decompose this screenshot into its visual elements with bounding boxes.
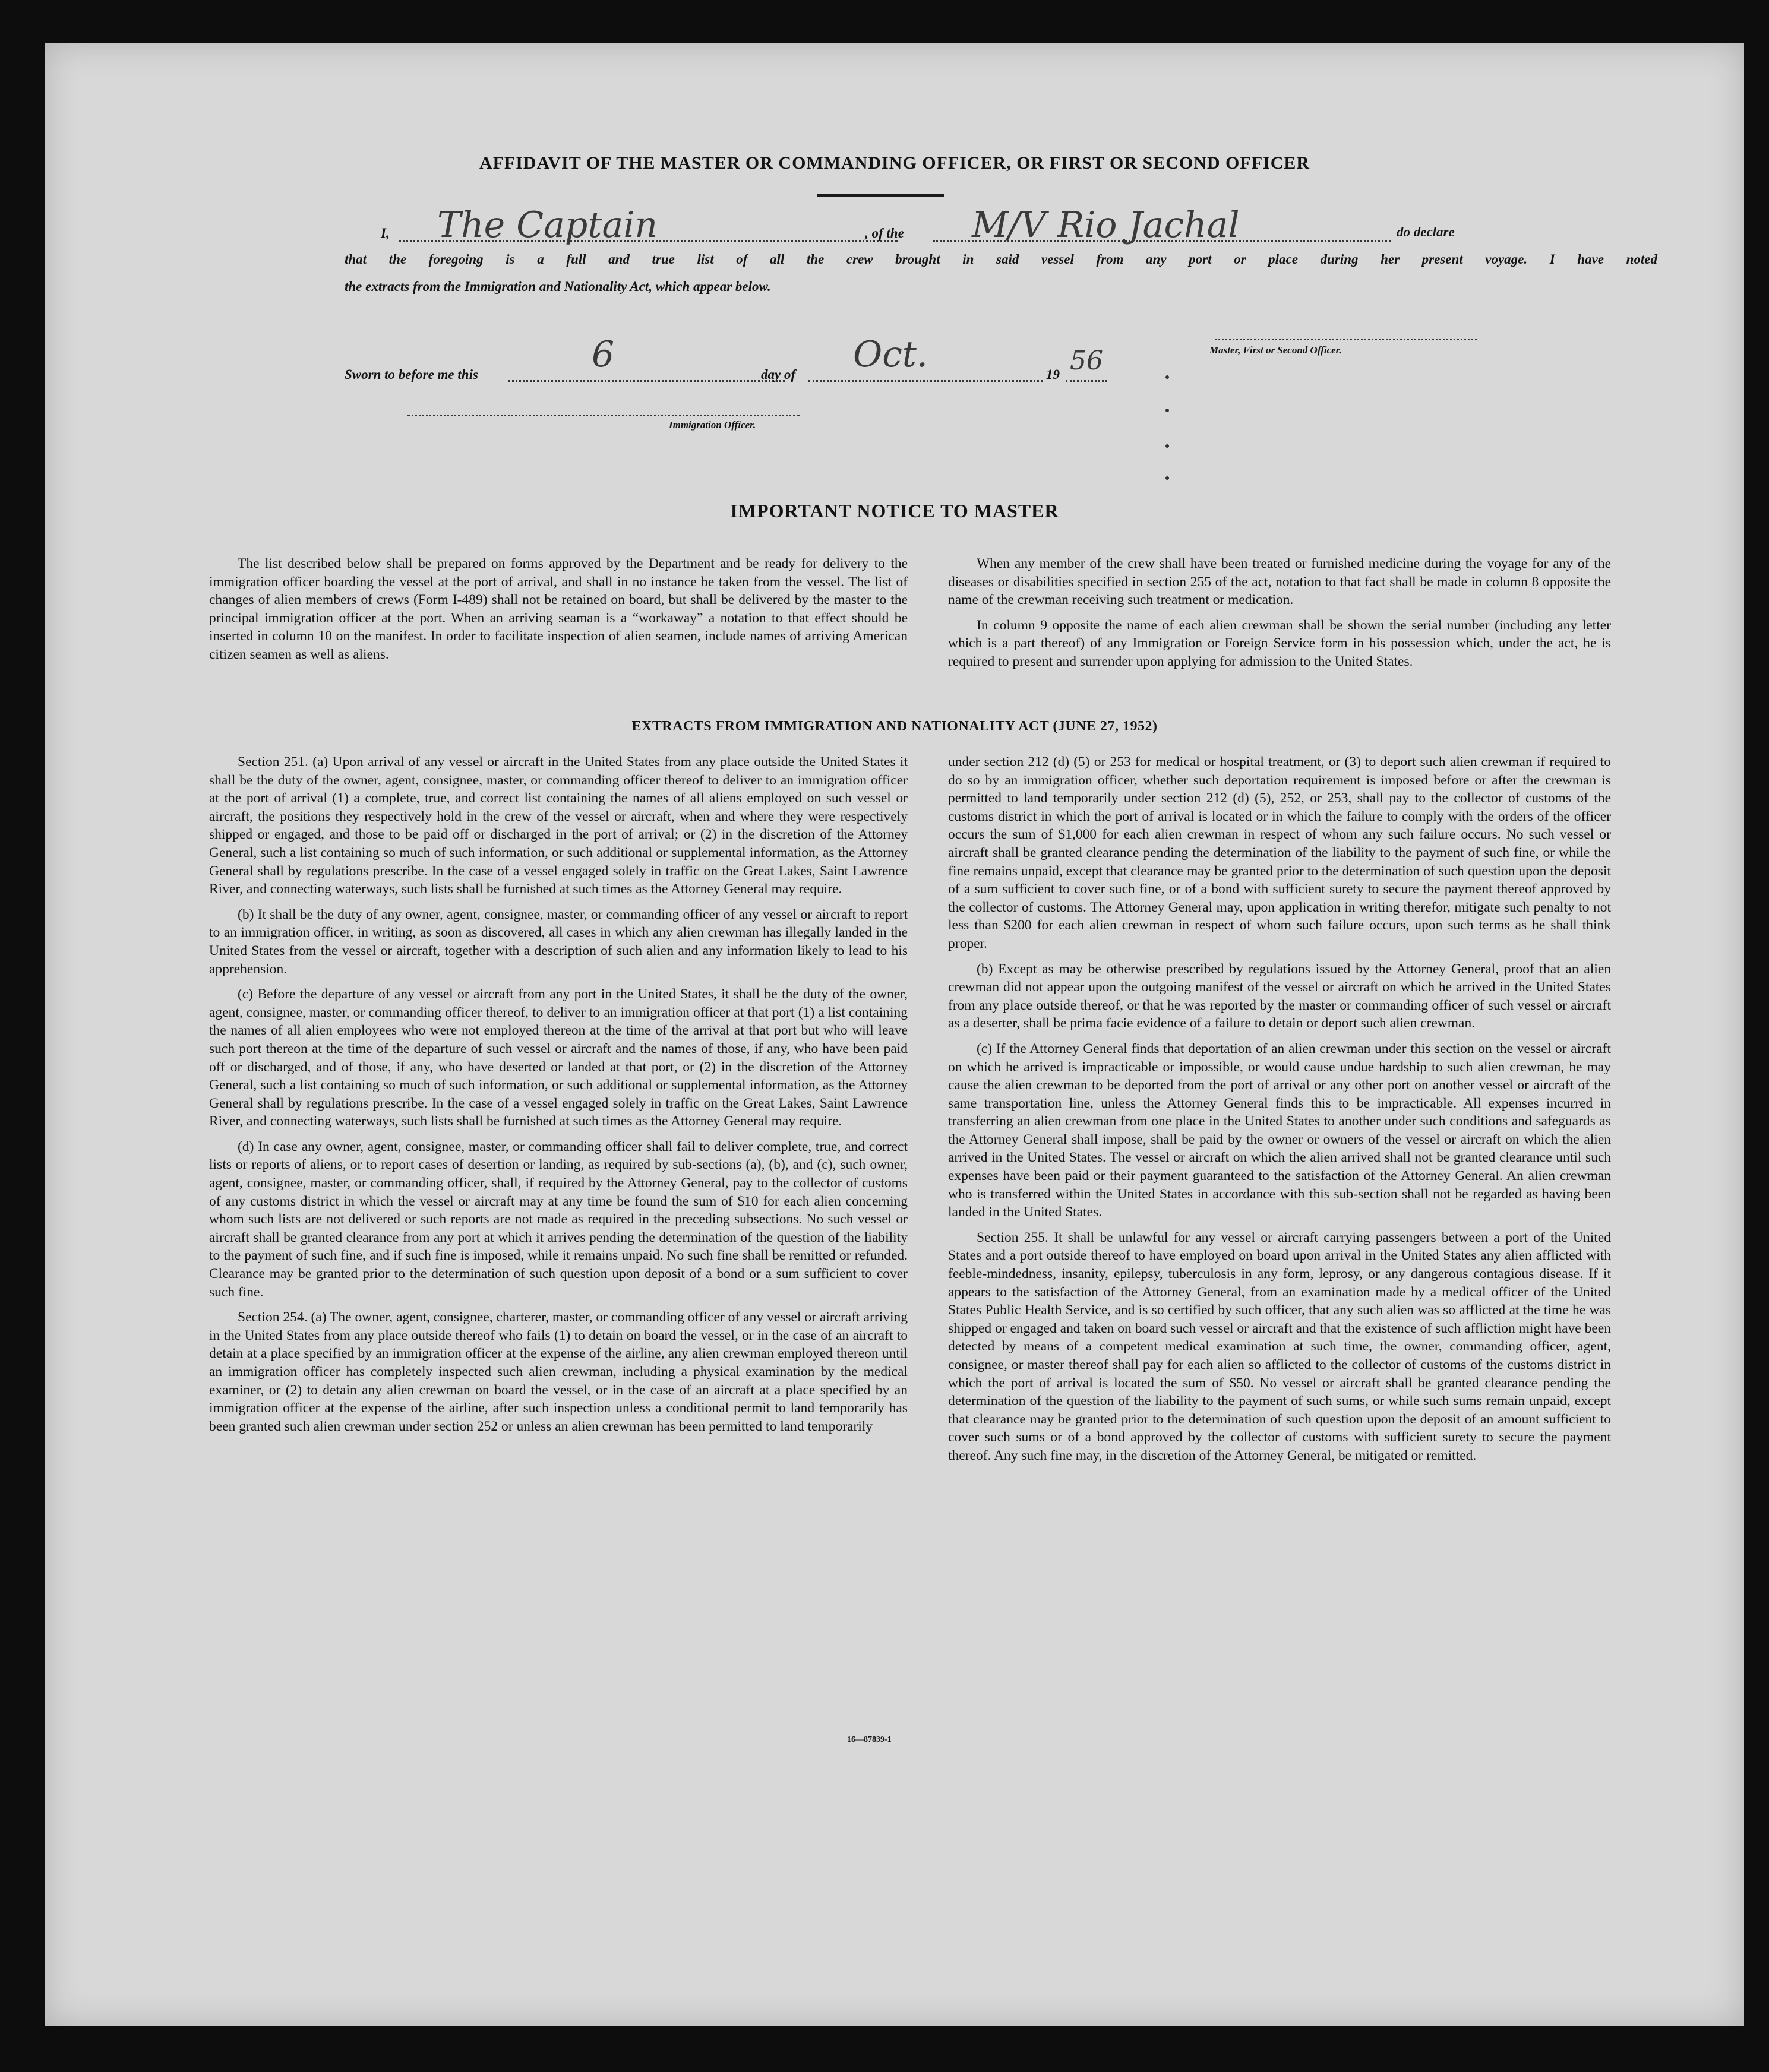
section-paragraph: under section 212 (d) (5) or 253 for medical or hospital treatment, or (3) to deport such alien crewman if required to do so by an immigration officer, whether such deportation requirement is imposed before or after the crewman is permitted to land temporarily under section 212 (d) (5), 252, or 253, shall pay to the collector of customs of the customs district in which the port of arrival is located or in which the failure to comply with the orders of the officer occurs the sum of $1,000 for each alien crewman in respect of whom any such failure occurs. No such vessel or aircraft shall be granted clearance pending the determination of the liability to the payment of such fine, or while the fine remains unpaid, except that clearance may be granted prior to the determination of such question upon the deposit of a sum sufficient to cover such fine, or of a bond with sufficient surety to secure the payment thereof approved by the collector of customs. The Attorney General may, upon application in writing therefor, mitigate such penalty to not less than $200 for each alien crewman in respect of whom such failure occurs, upon such terms as he shall think proper. [948,754,1611,951]
month-line [808,380,1043,382]
handwritten-year: 56 [1070,346,1103,376]
statement-line-2: the extracts from the Immigration and Nationality Act, which appear below. [345,279,771,294]
i-label: I, [381,226,390,241]
extracts-title: EXTRACTS FROM IMMIGRATION AND NATIONALITY ACT (JUNE 27, 1952) [631,719,1158,734]
statement-line-1: that the foregoing is a full and true list of all the crew brought in said vessel from any port or place during her present voyage. I have noted [345,252,1657,267]
sworn-label: Sworn to before me this [345,367,478,382]
master-signature-line [1215,339,1477,340]
handwritten-name: The Captain [437,204,658,246]
extracts-right-column [948,753,1611,1472]
handwritten-month: Oct. [853,334,928,375]
master-label: Master, First or Second Officer. [1209,344,1342,356]
affidavit-title: AFFIDAVIT OF THE MASTER OR COMMANDING OFFICER, OR FIRST OR SECOND OFFICER [479,153,1310,173]
day-line [508,380,785,382]
section-paragraph: Section 254. (a) The owner, agent, consignee, charterer, master, or commanding officer of any vessel or aircraft arriving in the United States from any place outside thereof who fails (1) to detain on board the vessel, or in the case of an aircraft to detain at a place specified by an immigration officer at the expense of the airline, any alien crewman employed thereon until an immigration officer has completely inspected such alien crewman, including a physical examination by the medical examiner, or (2) to detain any alien crewman on board the vessel, or in the case of an aircraft at a place specified by an immigration officer at the expense of the airline, after such inspection unless a conditional permit to land temporarily has been granted such alien crewman under section 252 or unless an alien crewman has been permitted to land temporarily [209,1309,908,1434]
form-number: 16—87839-1 [847,1735,892,1744]
notice-paragraph: The list described below shall be prepared on forms approved by the Department and be ready for delivery to the immigration officer boarding the vessel at the port of arrival, and shall in no instance be taken from the vessel. The list of changes of alien members of crews (Form I-489) shall not be retained on board, but shall be delivered by the master to the principal immigration officer at the port. When an arriving seaman is a “workaway” a notation to that effect should be inserted in column 10 on the manifest. In order to facilitate inspection of alien seamen, include names of arriving American citizen seamen as well as aliens. [209,556,908,662]
year-line [1066,380,1107,382]
document-page [45,43,1744,2026]
dot-mark [1165,375,1169,379]
notice-left-column [209,555,908,671]
dot-mark [1165,444,1169,448]
section-paragraph: (c) Before the departure of any vessel or aircraft from any port in the United States, it shall be the duty of the owner, agent, consignee, master, or commanding officer thereof, to deliver to an immigration officer at that port (1) a list containing the names of all alien employees who were not employed thereon at the time of the arrival at that port but who will leave such port thereon at the time of the departure of such vessel or aircraft and the names of those, if any, who have been paid off or discharged, and of those, if any, who have deserted or landed at that port, or (2) in the discretion of the Attorney General, such a list containing so much of such information, or such additional or supplemental information, as the Attorney General shall by regulations prescribe. In the case of a vessel engaged solely in traffic on the Great Lakes, Saint Lawrence River, and connecting waterways, such lists shall be furnished at such times as the Attorney General may require. [209,986,908,1130]
notice-paragraph: In column 9 opposite the name of each alien crewman shall be shown the serial number (including any letter which is a part thereof) of any Immigration or Foreign Service form in his possession which, under the act, he is required to present and surrender upon applying for admission to the United States. [948,617,1611,669]
notice-title: IMPORTANT NOTICE TO MASTER [730,500,1059,521]
section-paragraph: Section 255. It shall be unlawful for any vessel or aircraft carrying passengers between a port of the United States and a port outside thereof to have employed on board upon arrival in the United States any alien afflicted with feeble-mindedness, insanity, epilepsy, tuberculosis in any form, leprosy, or any dangerous contagious disease. If it appears to the satisfaction of the Attorney General, from an examination made by a medical officer of the United States Public Health Service, and is so certified by such officer, that any such alien was so afflicted at the time he was shipped or engaged and taken on board such vessel or aircraft and that the existence of such affliction might have been detected by means of a competent medical examination at such time, the owner, commanding officer, agent, consignee, or master thereof shall pay for each alien so afflicted to the collector of customs of the customs district in which the port of arrival is located the sum of $50. No vessel or aircraft shall be granted clearance pending the determination of the question of the liability to the payment of such sums, or while such sums remain unpaid, except that clearance may be granted prior to the determination of such question upon the deposit of an amount sufficient to cover such sums or of a bond approved by the collector of customs with sufficient surety to secure the payment thereof. Any such fine may, in the discretion of the Attorney General, be mitigated or remitted. [948,1229,1611,1463]
officer-label: Immigration Officer. [669,419,756,431]
officer-signature-line [407,415,800,416]
section-paragraph: (c) If the Attorney General finds that deportation of an alien crewman under this section on the vessel or aircraft on which he arrived is impracticable or impossible, or would cause undue hardship to such alien crewman, he may cause the alien crewman to be deported from the port of arrival or any other port on another vessel or aircraft of the same transportation line, unless the Attorney General finds this to be impracticable. All expenses incurred in transferring an alien crewman from one place in the United States to another under such conditions and safeguards as the Attorney General shall impose, shall be paid by the owner or owners of the vessel or aircraft on which the alien arrived in the United States. The vessel or aircraft on which the alien arrived shall not be granted clearance until such expenses have been paid or their payment guaranteed to the satisfaction of the Attorney General. An alien crewman who is transferred within the United States in accordance with this sub-section shall not be regarded as having been landed in the United States. [948,1040,1611,1220]
handwritten-vessel: M/V Rio Jachal [972,204,1240,246]
handwritten-day: 6 [592,334,615,375]
section-paragraph: (b) It shall be the duty of any owner, agent, consignee, master, or commanding officer of any vessel or aircraft to report to an immigration officer, in writing, as soon as discovered, all cases in which any alien crewman has illegally landed in the United States from the vessel or aircraft, together with a description of such alien and any information likely to lead to his apprehension. [209,906,908,977]
dot-mark [1165,476,1169,480]
extracts-left-column [209,753,908,1443]
notice-paragraph: When any member of the crew shall have been treated or furnished medicine during the voyage for any of the diseases or disabilities specified in section 255 of the act, notation to that fact shall be made in column 8 opposite the name of the crewman receiving such treatment or medication. [948,556,1611,608]
section-paragraph: Section 251. (a) Upon arrival of any vessel or aircraft in the United States from any place outside the United States it shall be the duty of the owner, agent, consignee, master, or commanding officer thereof to deliver to an immigration officer at the port of arrival (1) a complete, true, and correct list containing the names of all aliens employed on such vessel or aircraft, the positions they respectively hold in the crew of the vessel or aircraft, when and where they were respectively shipped or engaged, and those to be paid off or discharged in the port of arrival; or (2) in the discretion of the Attorney General, such a list containing so much of such information, or such additional or supplemental information, as the Attorney General shall by regulations prescribe. In the case of a vessel engaged solely in traffic on the Great Lakes, Saint Lawrence River, and connecting waterways, such lists shall be furnished at such times as the Attorney General may require. [209,754,908,897]
title-rule [817,194,944,197]
day-of-label: day of [761,367,796,382]
year-prefix: 19 [1046,367,1060,382]
notice-right-column [948,555,1611,678]
section-paragraph: (b) Except as may be otherwise prescribed by regulations issued by the Attorney General, proof that an alien crewman did not appear upon the outgoing manifest of the vessel or aircraft on which he arrived in the United States from any place outside thereof, or that he was reported by the master or commanding officer of such vessel or aircraft as a deserter, shall be prima facie evidence of a failure to detain or deport such alien crewman. [948,961,1611,1032]
do-declare-label: do declare [1397,224,1455,239]
of-the-label: , of the [865,226,904,241]
section-paragraph: (d) In case any owner, agent, consignee, master, or commanding officer shall fail to deliver complete, true, and correct lists or reports of aliens, or to report cases of desertion or landing, as required by sub-sections (a), (b), and (c), such owner, agent, consignee, master, or commanding officer, shall, if required by the Attorney General, pay to the collector of customs of any customs district in which the vessel or aircraft may at any time be found the sum of $10 for each alien concerning whom such lists are not delivered or such reports are not made as required in the preceding subsections. No such vessel or aircraft shall be granted clearance from any port at which it arrives pending the determination of the question of the liability to the payment of such fine, and if such fine is imposed, while it remains unpaid. No such fine shall be remitted or refunded. Clearance may be granted prior to the determination of such question upon deposit of a bond or a sum sufficient to cover such fine. [209,1138,908,1300]
dot-mark [1165,409,1169,412]
